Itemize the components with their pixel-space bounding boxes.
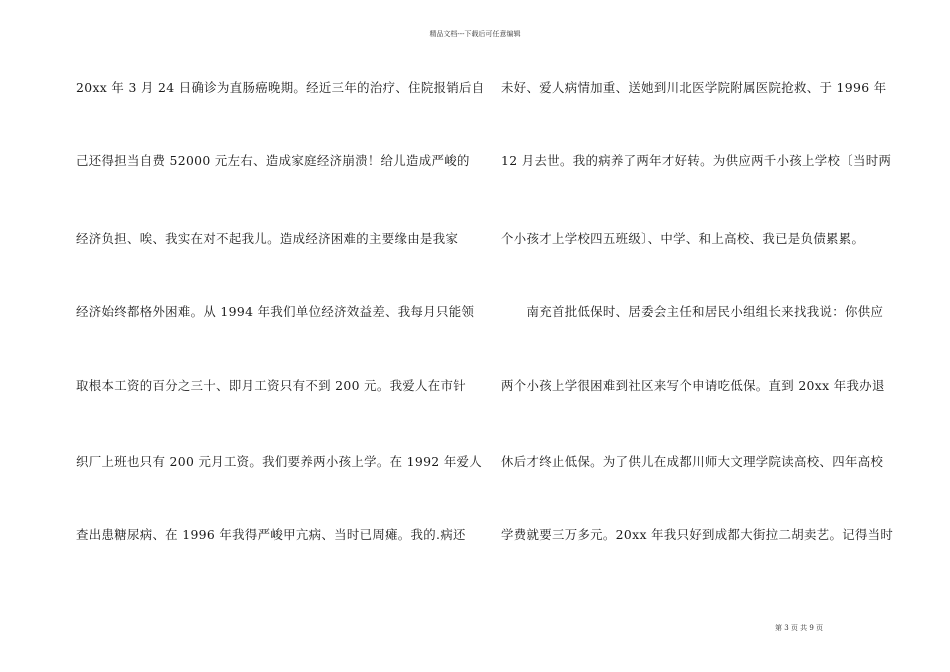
body-line: 未好、爱人病情加重、送她到川北医学院附属医院抢救、于 1996 年 [501,80,887,95]
page-number: 第 3 页 共 9 页 [775,624,824,632]
body-line: 查出患糖尿病、在 1996 年我得严峻甲亢病、当时已周瘫。我的.病还 [76,527,466,542]
body-line: 12 月去世。我的病养了两年才好转。为供应两千小孩上学校〔当时两 [501,153,892,168]
body-line: 20xx 年 3 月 24 日确诊为直肠癌晚期。经近三年的治疗、住院报销后自 [76,80,485,95]
body-line: 经济负担、唉、我实在对不起我儿。造成经济困难的主要缘由是我家 [76,231,459,246]
body-line: 经济始终都格外困难。从 1994 年我们单位经济效益差、我每月只能领 [76,304,475,319]
body-line: 己还得担当自费 52000 元左右、造成家庭经济崩溃！给儿造成严峻的 [76,153,470,168]
body-line: 休后才终止低保。为了供儿在成都川师大文理学院读高校、四年高校 [501,454,884,469]
body-line: 学费就要三万多元。20xx 年我只好到成都大街拉二胡卖艺。记得当时 [501,527,894,542]
body-line: 南充首批低保时、居委会主任和居民小组组长来找我说：你供应 [501,304,884,319]
body-line: 取根本工资的百分之三十、即月工资只有不到 200 元。我爱人在市针 [76,378,467,393]
body-line: 两个小孩上学很困难到社区来写个申请吃低保。直到 20xx 年我办退 [501,378,885,393]
page-header: 精品文档---下载后可任意编辑 [429,30,521,38]
body-line: 织厂上班也只有 200 元月工资。我们要养两小孩上学。在 1992 年爱人 [76,454,483,469]
body-line: 个小孩才上学校四五班级〕、中学、和上高校、我已是负债累累。 [501,231,865,246]
